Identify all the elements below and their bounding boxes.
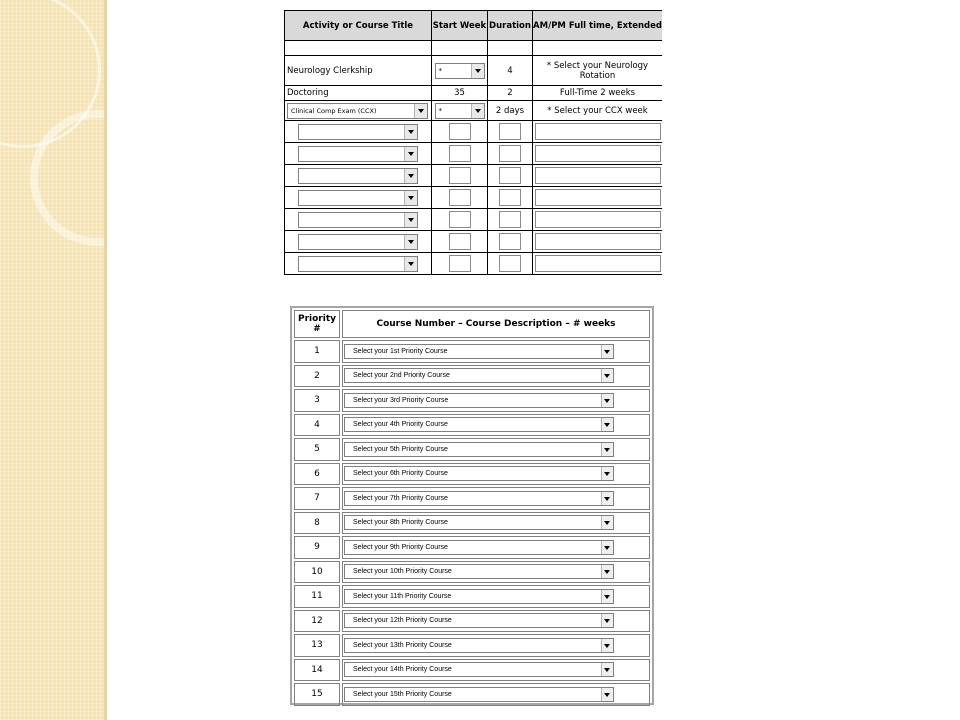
- chevron-down-icon[interactable]: [601, 688, 613, 701]
- priority-number: 12: [294, 610, 340, 633]
- ampm-input[interactable]: [535, 255, 661, 272]
- empty-schedule-row: [285, 187, 663, 209]
- chevron-down-icon[interactable]: [601, 590, 613, 603]
- ampm-input[interactable]: [535, 233, 661, 250]
- duration-input[interactable]: [499, 167, 521, 184]
- priority-course-select[interactable]: [344, 393, 614, 408]
- priority-number: 11: [294, 585, 340, 608]
- chevron-down-icon[interactable]: [601, 663, 613, 676]
- priority-row: [294, 463, 650, 486]
- priority-table-panel: [290, 306, 654, 705]
- start-week-input[interactable]: [449, 189, 471, 206]
- chevron-down-icon[interactable]: [404, 235, 417, 249]
- priority-number: 2: [294, 365, 340, 388]
- priority-rows-group: [294, 340, 650, 706]
- priority-course-placeholder: Select your 6th Priority Course: [353, 470, 448, 478]
- activity-select[interactable]: [298, 168, 418, 184]
- empty-schedule-row: [285, 253, 663, 275]
- priority-number: 6: [294, 463, 340, 486]
- priority-course-select[interactable]: [344, 491, 614, 506]
- priority-number: 4: [294, 414, 340, 437]
- header-start-week: Start Week: [432, 11, 488, 41]
- priority-number: 8: [294, 512, 340, 535]
- start-week-select[interactable]: [435, 103, 485, 119]
- start-week-value: *: [438, 66, 442, 75]
- priority-number: 5: [294, 438, 340, 461]
- chevron-down-icon[interactable]: [601, 369, 613, 382]
- duration-input[interactable]: [499, 255, 521, 272]
- priority-row: [294, 414, 650, 437]
- duration-value: 2 days: [488, 101, 533, 121]
- activity-select[interactable]: [298, 146, 418, 162]
- activity-select[interactable]: [287, 103, 428, 119]
- priority-course-placeholder: Select your 2nd Priority Course: [353, 372, 450, 380]
- chevron-down-icon[interactable]: [601, 639, 613, 652]
- duration-input[interactable]: [499, 233, 521, 250]
- activity-select[interactable]: [298, 212, 418, 228]
- priority-number: 15: [294, 683, 340, 706]
- chevron-down-icon[interactable]: [414, 104, 427, 118]
- ampm-input[interactable]: [535, 189, 661, 206]
- activity-title: Doctoring: [285, 86, 432, 101]
- priority-course-placeholder: Select your 13th Priority Course: [353, 641, 452, 649]
- priority-number: 13: [294, 634, 340, 657]
- empty-schedule-row: [285, 231, 663, 253]
- priority-course-placeholder: Select your 3rd Priority Course: [353, 396, 449, 404]
- chevron-down-icon[interactable]: [601, 492, 613, 505]
- activity-select-value: Clinical Comp Exam (CCX): [291, 106, 377, 115]
- schedule-row: [285, 56, 663, 86]
- start-week-select[interactable]: [435, 63, 485, 79]
- chevron-down-icon[interactable]: [601, 565, 613, 578]
- empty-rows-group: [285, 121, 663, 275]
- chevron-down-icon[interactable]: [404, 147, 417, 161]
- chevron-down-icon[interactable]: [601, 394, 613, 407]
- chevron-down-icon[interactable]: [404, 191, 417, 205]
- priority-course-select[interactable]: [344, 417, 614, 432]
- chevron-down-icon[interactable]: [404, 257, 417, 271]
- priority-number: 3: [294, 389, 340, 412]
- decorative-ring: [30, 110, 166, 246]
- chevron-down-icon[interactable]: [601, 443, 613, 456]
- priority-number: 7: [294, 487, 340, 510]
- header-duration: Duration: [488, 11, 533, 41]
- priority-number: 9: [294, 536, 340, 559]
- priority-course-select[interactable]: [344, 466, 614, 481]
- chevron-down-icon[interactable]: [404, 169, 417, 183]
- priority-course-select[interactable]: [344, 564, 614, 579]
- start-week-value: *: [438, 106, 442, 115]
- priority-course-select[interactable]: [344, 589, 614, 604]
- priority-course-placeholder: Select your 11th Priority Course: [353, 592, 452, 600]
- empty-schedule-row: [285, 121, 663, 143]
- duration-input[interactable]: [499, 211, 521, 228]
- band-edge: [104, 0, 107, 720]
- activity-select[interactable]: [298, 234, 418, 250]
- priority-course-select[interactable]: [344, 368, 614, 383]
- duration-input[interactable]: [499, 123, 521, 140]
- duration-value: 4: [488, 56, 533, 86]
- priority-row: [294, 561, 650, 584]
- activity-title: Neurology Clerkship: [285, 56, 432, 86]
- chevron-down-icon[interactable]: [601, 467, 613, 480]
- priority-number: 14: [294, 659, 340, 682]
- priority-row: [294, 487, 650, 510]
- activity-select[interactable]: [298, 124, 418, 140]
- header-activity: Activity or Course Title: [285, 11, 432, 41]
- start-week-value: 35: [432, 86, 488, 101]
- priority-course-select[interactable]: [344, 442, 614, 457]
- priority-course-select[interactable]: [344, 613, 614, 628]
- priority-course-placeholder: Select your 8th Priority Course: [353, 519, 448, 527]
- priority-row: [294, 683, 650, 706]
- schedule-note: * Select your Neurology Rotation: [533, 56, 663, 86]
- priority-row: [294, 610, 650, 633]
- chevron-down-icon[interactable]: [471, 64, 484, 78]
- priority-course-placeholder: Select your 5th Priority Course: [353, 445, 448, 453]
- ampm-input[interactable]: [535, 211, 661, 228]
- schedule-note: * Select your CCX week: [533, 101, 663, 121]
- start-week-input[interactable]: [449, 233, 471, 250]
- priority-course-select[interactable]: [344, 344, 614, 359]
- priority-course-select[interactable]: [344, 662, 614, 677]
- priority-number: 10: [294, 561, 340, 584]
- start-week-input[interactable]: [449, 255, 471, 272]
- empty-schedule-row: [285, 165, 663, 187]
- chevron-down-icon[interactable]: [601, 516, 613, 529]
- priority-course-select[interactable]: [344, 638, 614, 653]
- priority-row: [294, 340, 650, 363]
- schedule-note: Full-Time 2 weeks: [533, 86, 663, 101]
- start-week-input[interactable]: [449, 211, 471, 228]
- priority-row: [294, 536, 650, 559]
- chevron-down-icon[interactable]: [601, 345, 613, 358]
- decorative-side-band: [0, 0, 104, 720]
- schedule-table-panel: [284, 10, 662, 276]
- start-week-input[interactable]: [449, 123, 471, 140]
- ampm-input[interactable]: [535, 123, 661, 140]
- priority-row: [294, 659, 650, 682]
- spacer-row: [285, 41, 663, 56]
- chevron-down-icon[interactable]: [601, 541, 613, 554]
- header-course: Course Number – Course Description – # weeks: [342, 310, 650, 338]
- priority-course-placeholder: Select your 10th Priority Course: [353, 568, 452, 576]
- priority-row: [294, 389, 650, 412]
- empty-schedule-row: [285, 209, 663, 231]
- priority-number: 1: [294, 340, 340, 363]
- chevron-down-icon[interactable]: [471, 104, 484, 118]
- priority-row: [294, 585, 650, 608]
- chevron-down-icon[interactable]: [404, 213, 417, 227]
- priority-row: [294, 438, 650, 461]
- ampm-input[interactable]: [535, 145, 661, 162]
- chevron-down-icon[interactable]: [404, 125, 417, 139]
- chevron-down-icon[interactable]: [601, 614, 613, 627]
- start-week-input[interactable]: [449, 167, 471, 184]
- priority-course-placeholder: Select your 15th Priority Course: [353, 690, 452, 698]
- priority-course-select[interactable]: [344, 540, 614, 555]
- priority-course-select[interactable]: [344, 687, 614, 702]
- priority-course-placeholder: Select your 9th Priority Course: [353, 543, 448, 551]
- priority-course-placeholder: Select your 4th Priority Course: [353, 421, 448, 429]
- priority-course-placeholder: Select your 1st Priority Course: [353, 347, 448, 355]
- empty-schedule-row: [285, 143, 663, 165]
- duration-value: 2: [488, 86, 533, 101]
- start-week-input[interactable]: [449, 145, 471, 162]
- activity-select[interactable]: [298, 256, 418, 272]
- header-ampm: AM/PM Full time, Extended: [533, 11, 663, 41]
- priority-row: [294, 512, 650, 535]
- schedule-table: [284, 10, 662, 275]
- priority-row: [294, 365, 650, 388]
- priority-course-placeholder: Select your 7th Priority Course: [353, 494, 448, 502]
- activity-select[interactable]: [298, 190, 418, 206]
- chevron-down-icon[interactable]: [601, 418, 613, 431]
- priority-course-placeholder: Select your 14th Priority Course: [353, 666, 452, 674]
- schedule-row: [285, 101, 663, 121]
- header-priority: Priority #: [294, 310, 340, 338]
- duration-input[interactable]: [499, 145, 521, 162]
- priority-row: [294, 634, 650, 657]
- ampm-input[interactable]: [535, 167, 661, 184]
- priority-table: [292, 308, 652, 708]
- priority-course-select[interactable]: [344, 515, 614, 530]
- duration-input[interactable]: [499, 189, 521, 206]
- schedule-row: [285, 86, 663, 101]
- priority-course-placeholder: Select your 12th Priority Course: [353, 617, 452, 625]
